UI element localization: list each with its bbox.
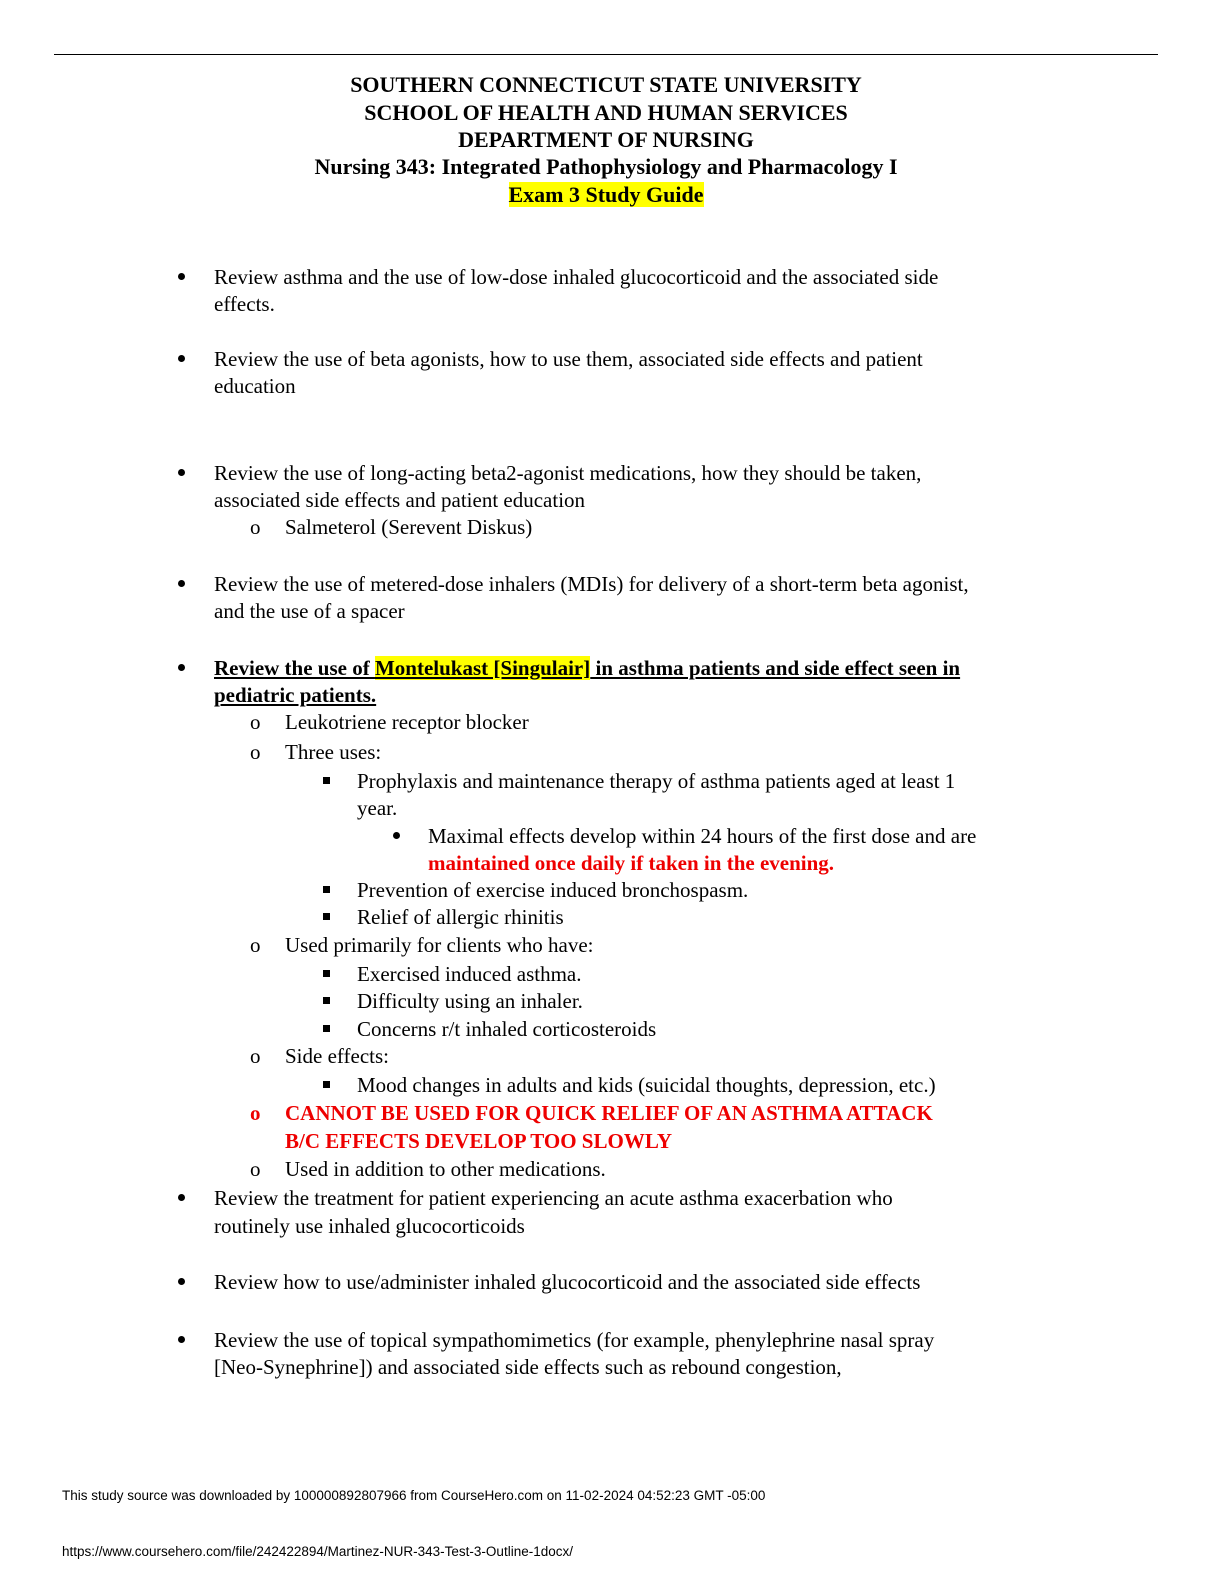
use-rhinitis: Relief of allergic rhinitis: [357, 905, 564, 929]
university-name: SOUTHERN CONNECTICUT STATE UNIVERSITY: [350, 72, 862, 97]
square-bullet-icon: [323, 913, 330, 920]
item-2-line-1: Review the use of beta agonists, how to use them, associated side effects and patient: [214, 347, 923, 371]
department-name: DEPARTMENT OF NURSING: [458, 127, 754, 152]
bullet-icon: [178, 664, 185, 671]
course-title: Nursing 343: Integrated Pathophysiology and Pharmacology I: [314, 154, 898, 179]
warning-line-2: B/C EFFECTS DEVELOP TOO SLOWLY: [285, 1129, 673, 1153]
warning-line-1: CANNOT BE USED FOR QUICK RELIEF OF AN ASTHMA ATTACK: [285, 1101, 933, 1125]
item-5-line-2: pediatric patients.: [214, 683, 377, 707]
download-note: This study source was downloaded by 100000892807966 from CourseHero.com on 11-02-2024 04:52:23 GMT -05:00: [62, 1488, 766, 1503]
circle-bullet-icon: o: [250, 515, 261, 539]
item-1-line-1: Review asthma and the use of low-dose inhaled glucocorticoid and the associated side: [214, 265, 939, 289]
item-8-line-2: [Neo-Synephrine]) and associated side effects such as rebound congestion,: [214, 1355, 842, 1379]
square-bullet-icon: [323, 777, 330, 784]
school-name: SCHOOL OF HEALTH AND HUMAN SERVICES: [364, 100, 848, 125]
bullet-icon: [178, 1336, 185, 1343]
item-3-sub: Salmeterol (Serevent Diskus): [285, 515, 533, 539]
use-prophylaxis-line-1: Prophylaxis and maintenance therapy of asthma patients aged at least 1: [357, 769, 956, 793]
square-bullet-icon: [323, 970, 330, 977]
square-bullet-icon: [323, 1025, 330, 1032]
item-2-line-2: education: [214, 374, 296, 398]
item-5-pre: Review the use of: [214, 656, 375, 680]
item-8-line-1: Review the use of topical sympathomimetics (for example, phenylephrine nasal spray: [214, 1328, 935, 1352]
sub-leukotriene: Leukotriene receptor blocker: [285, 710, 529, 734]
sub-three-uses: Three uses:: [285, 740, 382, 764]
bullet-icon: [178, 1278, 185, 1285]
item-1-line-2: effects.: [214, 292, 275, 316]
circle-bullet-icon: o: [250, 1101, 261, 1125]
bullet-icon: [178, 355, 185, 362]
item-6-line-1: Review the treatment for patient experiencing an acute asthma exacerbation who: [214, 1186, 893, 1210]
client-exercise: Exercised induced asthma.: [357, 962, 582, 986]
bullet-icon: [393, 832, 400, 839]
item-5-line-1: [214, 655, 960, 681]
square-bullet-icon: [323, 1081, 330, 1088]
item-4-line-2: and the use of a spacer: [214, 599, 405, 623]
bullet-icon: [178, 273, 185, 280]
item-5-post: in asthma patients and side effect seen in: [590, 656, 961, 680]
sub-side-effects: Side effects:: [285, 1044, 389, 1068]
item-7: Review how to use/administer inhaled glucocorticoid and the associated side effects: [214, 1270, 921, 1294]
square-bullet-icon: [323, 886, 330, 893]
bullet-icon: [178, 1194, 185, 1201]
sub-addition: Used in addition to other medications.: [285, 1157, 606, 1181]
document-title: [0, 182, 1212, 208]
circle-bullet-icon: o: [250, 1044, 261, 1068]
source-url[interactable]: https://www.coursehero.com/file/242422894/Martinez-NUR-343-Test-3-Outline-1docx/: [62, 1544, 573, 1559]
item-4-line-1: Review the use of metered-dose inhalers (MDIs) for delivery of a short-term beta agonist,: [214, 572, 969, 596]
side-effect-mood: Mood changes in adults and kids (suicidal thoughts, depression, etc.): [357, 1073, 936, 1097]
item-5-drug: Montelukast [Singulair]: [374, 656, 591, 680]
square-bullet-icon: [323, 997, 330, 1004]
sub-clients: Used primarily for clients who have:: [285, 933, 594, 957]
bullet-icon: [178, 580, 185, 587]
item-3-line-1: Review the use of long-acting beta2-agonist medications, how they should be taken,: [214, 461, 922, 485]
circle-bullet-icon: o: [250, 710, 261, 734]
maximal-effects-line-1: Maximal effects develop within 24 hours of the first dose and are: [428, 824, 977, 848]
item-3-line-2: associated side effects and patient education: [214, 488, 586, 512]
maximal-effects-line-2: maintained once daily if taken in the evening.: [428, 851, 835, 875]
use-prophylaxis-line-2: year.: [357, 796, 398, 820]
circle-bullet-icon: o: [250, 1157, 261, 1181]
circle-bullet-icon: o: [250, 740, 261, 764]
circle-bullet-icon: o: [250, 933, 261, 957]
item-6-line-2: routinely use inhaled glucocorticoids: [214, 1214, 525, 1238]
client-corticosteroids: Concerns r/t inhaled corticosteroids: [357, 1017, 657, 1041]
top-rule: [54, 54, 1158, 55]
document-title-text: Exam 3 Study Guide: [508, 182, 704, 207]
bullet-icon: [178, 469, 185, 476]
use-bronchospasm: Prevention of exercise induced bronchospasm.: [357, 878, 749, 902]
client-inhaler: Difficulty using an inhaler.: [357, 989, 583, 1013]
